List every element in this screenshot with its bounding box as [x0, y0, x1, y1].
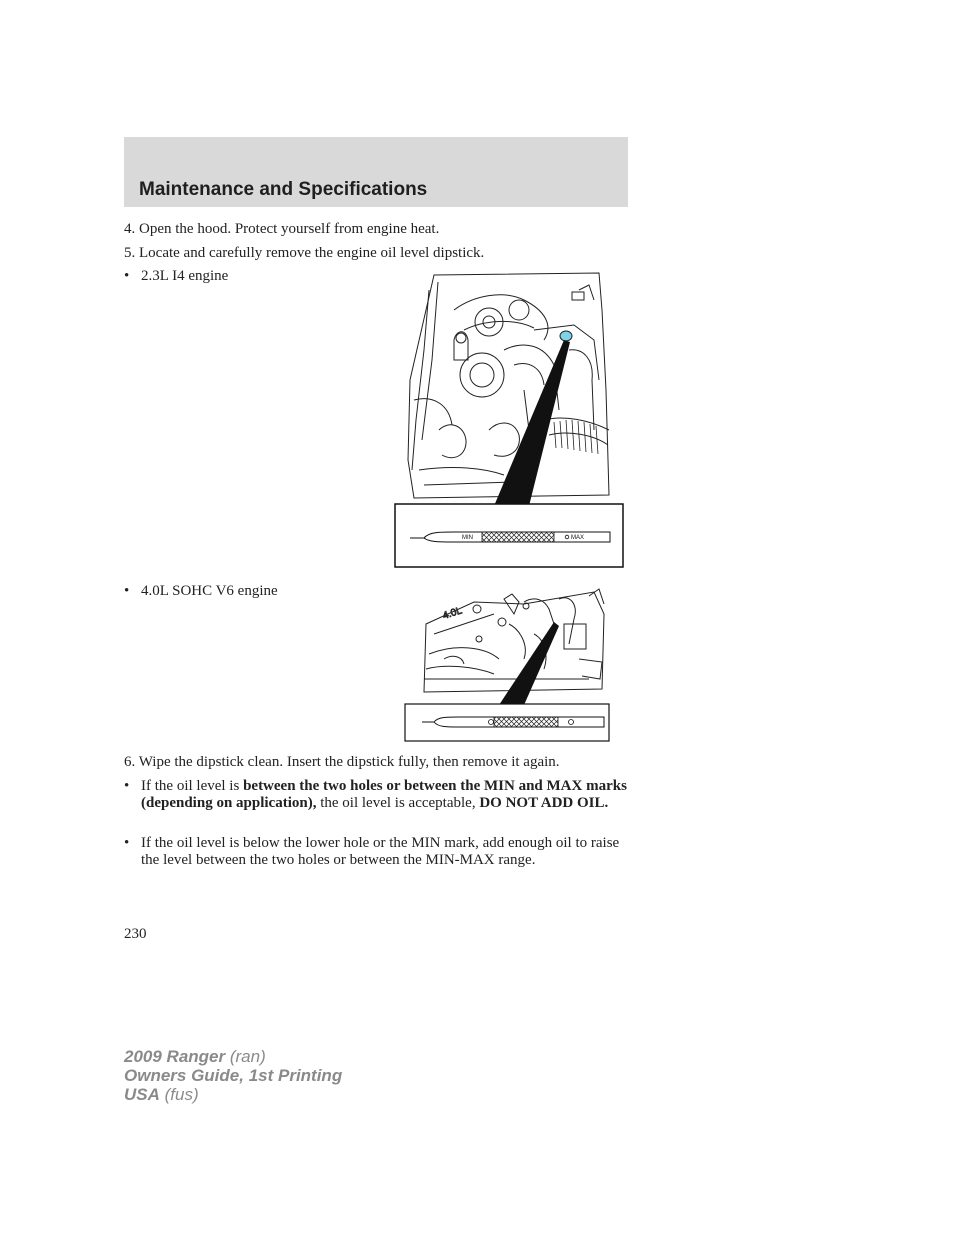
bullet-text: If the oil level is [141, 778, 244, 794]
bullet-oil-acceptable [141, 778, 631, 812]
bullet-dot: • [124, 835, 130, 851]
bullet-text: the oil level is acceptable, [316, 795, 480, 811]
bullet-bold-text: between the two holes or between the MIN and MAX marks (depending on application), [141, 778, 627, 811]
page-number: 230 [124, 926, 147, 942]
footer-line-1 [124, 1047, 266, 1066]
engine-i4-illustration [394, 270, 626, 570]
bullet-dot: • [124, 268, 130, 284]
section-title: Maintenance and Specifications [139, 179, 428, 200]
dipstick-max-label: MAX [571, 535, 585, 541]
footer-line-2: Owners Guide, 1st Printing [124, 1066, 343, 1085]
footer-market-code: (fus) [159, 1085, 199, 1104]
step-6: 6. Wipe the dipstick clean. Insert the dipstick fully, then remove it again. [124, 754, 560, 770]
engine-i4-label: 2.3L I4 engine [141, 268, 229, 284]
bullet-dot: • [124, 778, 130, 794]
footer-model: 2009 Ranger [124, 1047, 226, 1066]
bullet-warning-text: DO NOT ADD OIL. [479, 795, 609, 811]
engine-v6-label: 4.0L SOHC V6 engine [141, 583, 278, 599]
step-4: 4. Open the hood. Protect yourself from engine heat. [124, 221, 440, 237]
engine-cover-text: 4.0L [441, 605, 464, 622]
step-5: 5. Locate and carefully remove the engine oil level dipstick. [124, 245, 485, 261]
footer-model-code: (ran) [225, 1047, 266, 1066]
footer-line-3 [124, 1085, 199, 1104]
dipstick-min-label: MIN [462, 535, 473, 541]
bullet-dot: • [124, 583, 130, 599]
footer-market: USA [124, 1085, 160, 1104]
engine-v6-illustration [404, 584, 614, 744]
section-header-band [124, 137, 628, 207]
bullet-add-oil: If the oil level is below the lower hole or the MIN mark, add enough oil to raise the level between the two holes or between the MIN-MAX range. [141, 835, 620, 868]
